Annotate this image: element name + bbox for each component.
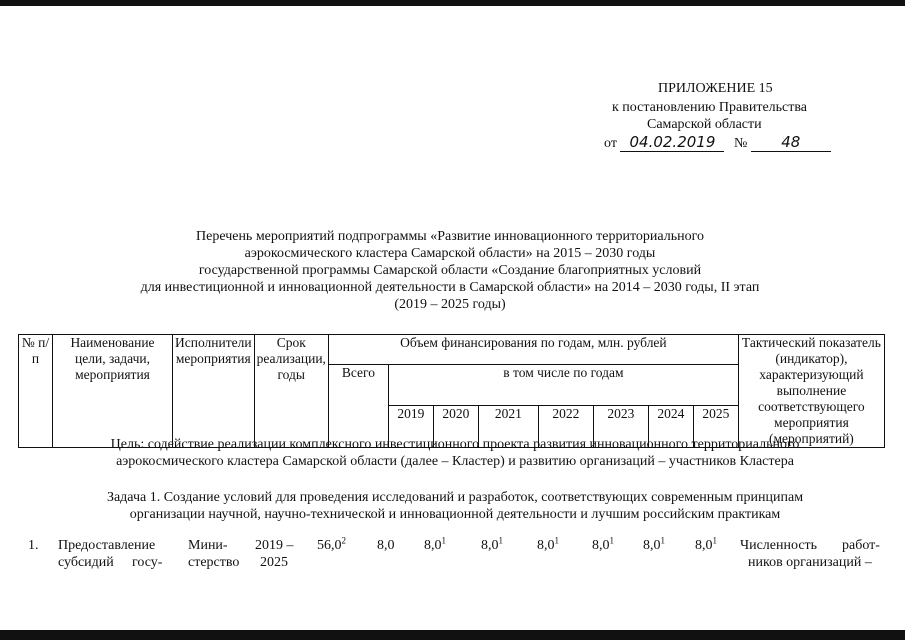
col-total-header: Всего: [328, 365, 388, 448]
task-line-1: Задача 1. Создание условий для проведения исследований и разработок, соответствующих современным принципам: [106, 490, 804, 505]
col-exec-header: Исполнители мероприятия: [173, 335, 255, 448]
title-line-5: (2019 – 2025 годы): [394, 297, 506, 312]
goal-text: [40, 436, 870, 470]
year-2024-header: 2024: [648, 406, 693, 448]
row-term-line2: 2025: [260, 555, 288, 570]
row-name-line2a: субсидий: [58, 555, 114, 570]
bottom-rule: [0, 630, 905, 640]
year-2019-header: 2019: [388, 406, 433, 448]
appendix-line3: Самарской области: [647, 117, 762, 132]
title-line-2: аэрокосмического кластера Самарской области» на 2015 – 2030 годы: [244, 246, 656, 261]
row-y2024: $8,0^1$: [643, 535, 665, 553]
row-indicator-line1a: Численность: [740, 538, 818, 553]
row-y2019: 8,0: [377, 538, 395, 553]
row-y2023: $8,0^1$: [592, 535, 614, 553]
row-term-line1: 2019 –: [255, 538, 294, 553]
col-indicator-header: Тактический показатель (индикатор), характеризующий выполнение соответствующего мероприятия (мероприятий): [738, 335, 884, 448]
col-incl-header: в том числе по годам: [388, 365, 738, 406]
title-line-1: Перечень мероприятий подпрограммы «Развитие инновационного территориального: [196, 229, 704, 244]
year-2020-header: 2020: [433, 406, 478, 448]
row-total: 56,0$^2$: [317, 535, 346, 553]
date-handwritten: 04.02.2019: [620, 134, 724, 152]
row-y2020: $8,0^1$: [424, 535, 446, 553]
number-handwritten: 48: [751, 134, 831, 152]
number-label: №: [733, 136, 748, 151]
funding-table-header: [18, 334, 885, 448]
year-2023-header: 2023: [593, 406, 648, 448]
row-y2021: $8,0^1$: [481, 535, 503, 553]
year-2022-header: 2022: [538, 406, 593, 448]
row-y2025: $8,0^1$: [695, 535, 717, 553]
goal-line-2: аэрокосмического кластера Самарской области (далее – Кластер) и развитию организаций – участников Кластера: [116, 454, 794, 469]
goal-line-1: Цель: содействие реализации комплексного инвестиционного проекта развития инновационного территориального: [110, 437, 800, 452]
top-rule: [0, 0, 905, 6]
row-name-line2b: госу-: [132, 555, 163, 570]
appendix-line2: к постановлению Правительства: [612, 100, 808, 115]
row-indicator-line1b: работ-: [842, 538, 880, 553]
document-title: [60, 228, 840, 313]
task-text: [40, 489, 870, 523]
row-name-line1a: Предоставление: [58, 538, 156, 553]
col-term-header: Срок реализации, годы: [254, 335, 328, 448]
year-2025-header: 2025: [693, 406, 738, 448]
row-name-line1b: Мини-: [188, 538, 228, 553]
row-y2022: $8,0^1$: [537, 535, 559, 553]
year-2021-header: 2021: [478, 406, 538, 448]
from-label: от: [604, 136, 617, 151]
col-num-header: № п/п: [19, 335, 53, 448]
appendix-title: ПРИЛОЖЕНИЕ 15: [658, 81, 773, 96]
appendix-date-line: [604, 134, 831, 152]
col-name-header: Наименование цели, задачи, мероприятия: [53, 335, 173, 448]
title-line-3: государственной программы Самарской области «Создание благоприятных условий: [198, 263, 702, 278]
title-line-4: для инвестиционной и инновационной деятельности в Самарской области» на 2014 – 2030 годы, II этап: [140, 280, 760, 295]
col-funding-header: Объем финансирования по годам, млн. рублей: [328, 335, 738, 365]
row-indicator-line2: ников организаций –: [748, 555, 872, 570]
task-line-2: организации научной, научно-технической и инновационной деятельности и лучшим российским практикам: [129, 507, 781, 522]
row-num: 1.: [28, 538, 39, 553]
row-exec-line2: стерство: [188, 555, 240, 570]
